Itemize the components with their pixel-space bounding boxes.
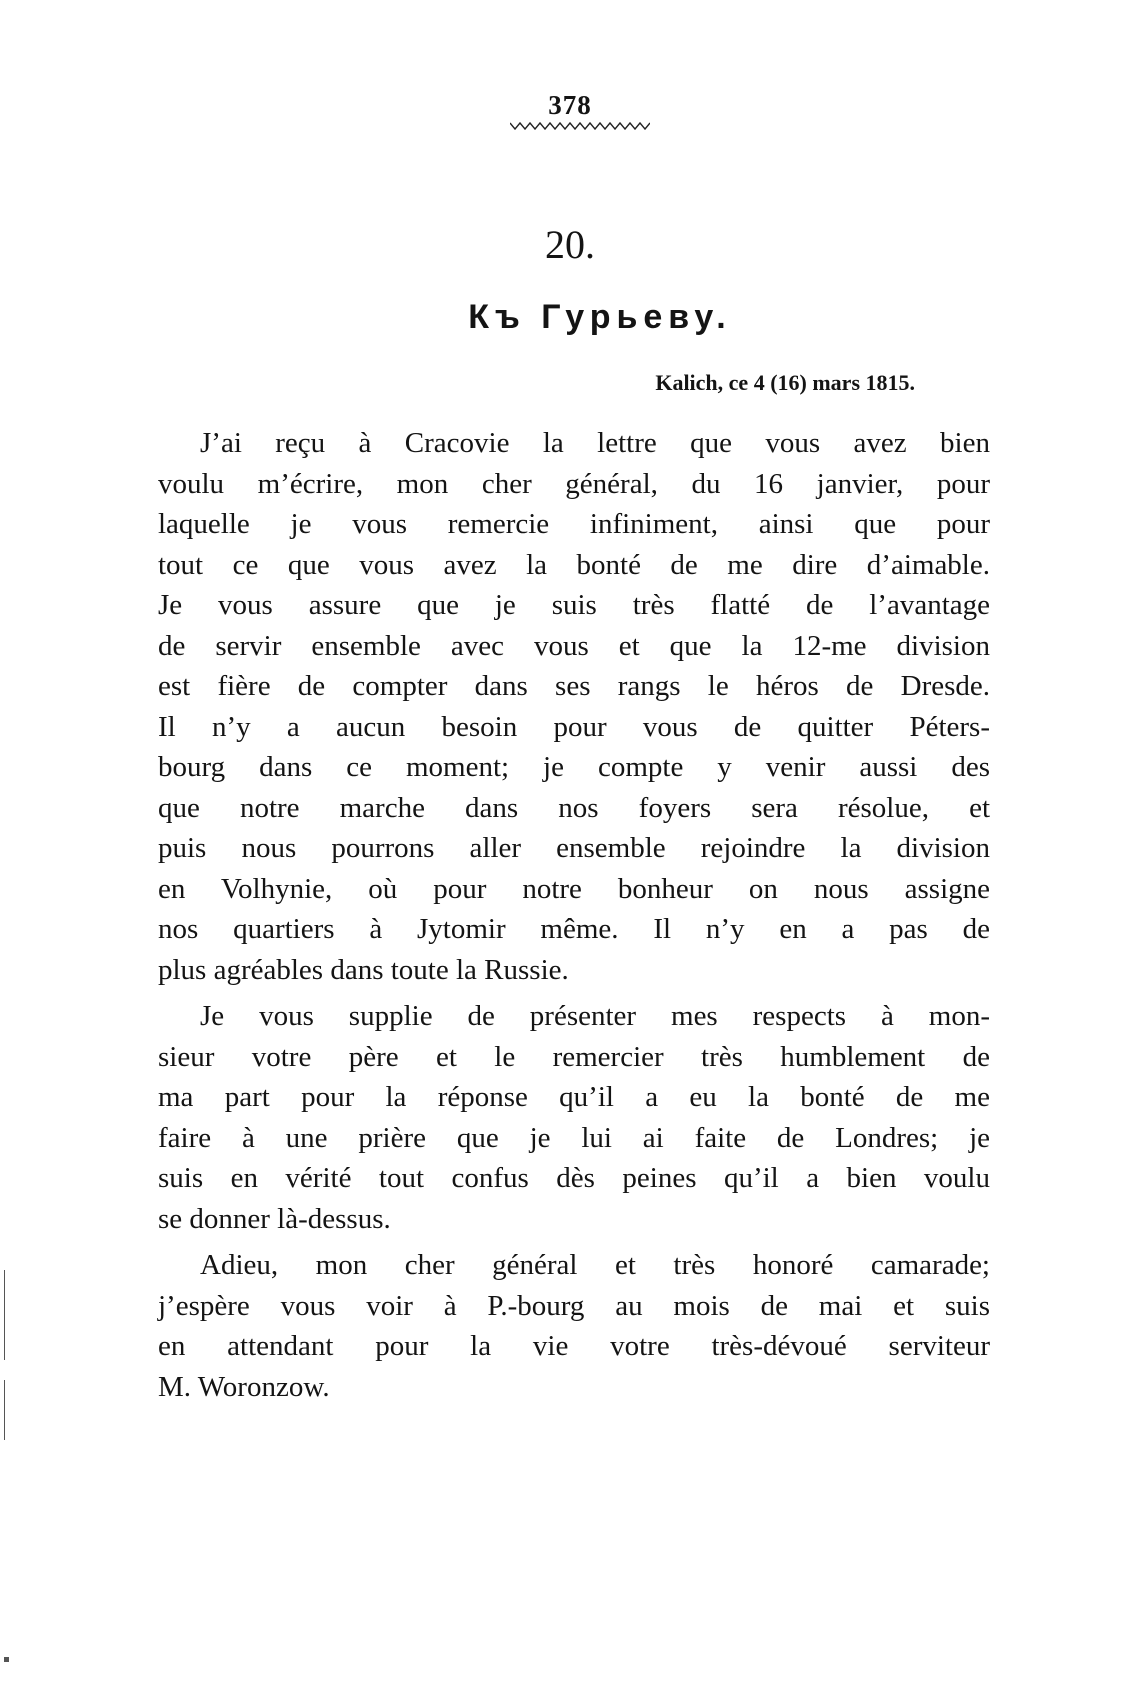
paragraph-2: [158, 996, 990, 1239]
dateline: Kalich, ce 4 (16) mars 1815.: [655, 370, 915, 395]
paragraph-1: [158, 423, 990, 990]
page-number: 378: [548, 90, 592, 120]
text-line: suis en vérité tout confus dès peines qu’il a bien voulu: [158, 1162, 990, 1194]
text-line: est fière de compter dans ses rangs le héros de Dresde.: [158, 670, 990, 702]
scan-margin-mark: [4, 1380, 5, 1440]
text-line: bourg dans ce moment; je compte y venir aussi des: [158, 751, 990, 783]
text-line: Je vous assure que je suis très flatté de l’avantage: [158, 589, 990, 621]
scan-corner-mark: [4, 1657, 9, 1662]
text-line: Il n’y a aucun besoin pour vous de quitter Péters-: [158, 710, 990, 743]
text-line: se donner là-dessus.: [158, 1202, 391, 1235]
text-line: laquelle je vous remercie infiniment, ainsi que pour: [158, 508, 990, 540]
text-line: Je vous supplie de présenter mes respects à mon-: [200, 1000, 990, 1032]
text-line: tout ce que vous avez la bonté de me dire d’aimable.: [158, 548, 990, 581]
letter-number: 20.: [545, 222, 595, 267]
text-line: puis nous pourrons aller ensemble rejoindre la division: [158, 832, 990, 864]
text-line: nos quartiers à Jytomir même. Il n’y en a pas de: [158, 913, 990, 945]
text-line: que notre marche dans nos foyers sera résolue, et: [158, 791, 990, 824]
text-line: de servir ensemble avec vous et que la 12-me division: [158, 629, 990, 662]
letter-body: [158, 423, 990, 1413]
text-line: ma part pour la réponse qu’il a eu la bonté de me: [158, 1081, 990, 1113]
text-line: sieur votre père et le remercier très humblement de: [158, 1040, 990, 1073]
paragraph-3: [158, 1245, 990, 1407]
text-line: en Volhynie, où pour notre bonheur on nous assigne: [158, 872, 990, 905]
text-line: voulu m’écrire, mon cher général, du 16 janvier, pour: [158, 467, 990, 500]
scan-margin-mark: [4, 1270, 5, 1360]
text-line: Adieu, mon cher général et très honoré camarade;: [200, 1249, 990, 1281]
text-line: en attendant pour la vie votre très-dévoué serviteur: [158, 1330, 990, 1362]
text-line: J’ai reçu à Cracovie la lettre que vous avez bien: [200, 427, 990, 459]
addressee-heading: Къ Гурьеву.: [468, 298, 732, 336]
text-line: j’espère vous voir à P.-bourg au mois de mai et suis: [158, 1289, 990, 1322]
text-line: faire à une prière que je lui ai faite de Londres; je: [158, 1121, 990, 1154]
signature: M. Woronzow.: [158, 1370, 330, 1403]
page-number-ornament: [510, 121, 650, 131]
text-line: plus agréables dans toute la Russie.: [158, 953, 569, 986]
